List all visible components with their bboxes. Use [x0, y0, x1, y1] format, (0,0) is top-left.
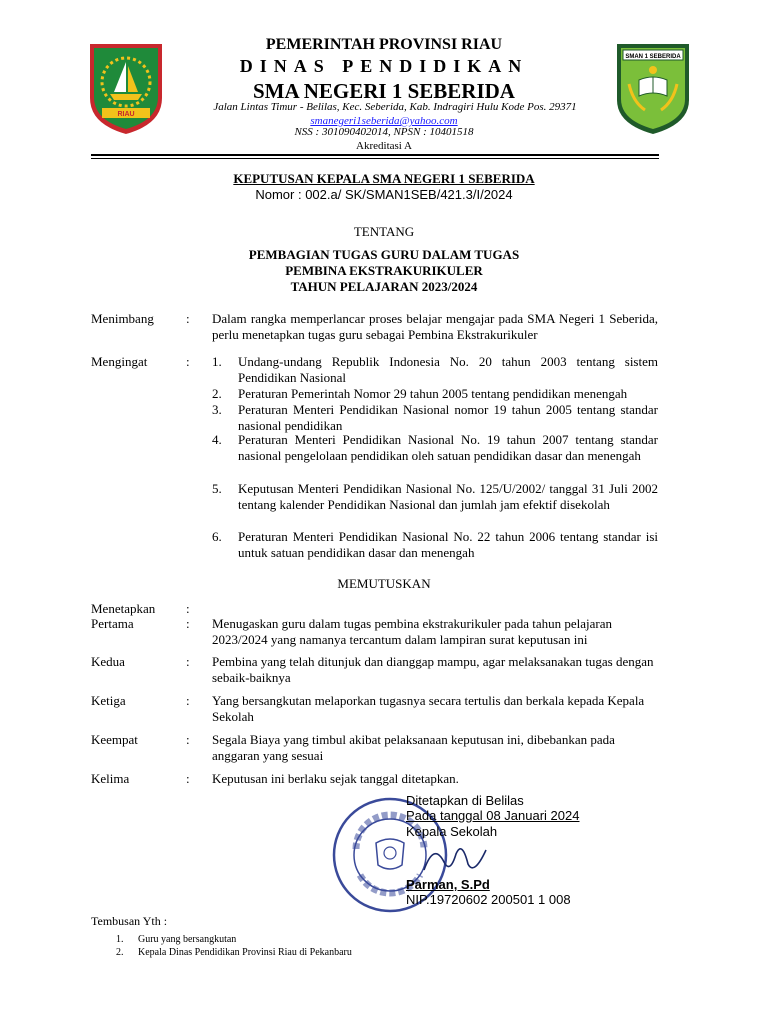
decision-text: Segala Biaya yang timbul akibat pelaksanaan keputusan ini, dibebankan pada anggaran yang sesuai	[212, 732, 615, 763]
mengingat-item-text: Keputusan Menteri Pendidikan Nasional No. 125/U/2002/ tanggal 31 Juli 2002 tentang kalender Pendidikan Nasional dan jumlah jam efektif disekolah	[238, 481, 658, 512]
menimbang-colon: :	[186, 311, 190, 326]
menimbang-label: Menimbang	[91, 311, 154, 326]
mengingat-colon: :	[186, 354, 190, 369]
decree-about: TENTANG	[353, 224, 415, 239]
signatory-nip: NIP.19720602 200501 1 008	[406, 892, 571, 907]
decision-label-ketiga: Ketiga	[91, 693, 126, 708]
subject-line: PEMBINA EKSTRAKURIKULER	[285, 263, 483, 278]
accreditation: Akreditasi A	[356, 140, 412, 152]
cc-item-number: 1.	[116, 934, 124, 945]
cc-item-number: 2.	[116, 947, 124, 958]
decision-text: Keputusan ini berlaku sejak tanggal ditetapkan.	[212, 771, 459, 786]
mengingat-item-text: Undang-undang Republik Indonesia No. 20 tahun 2003 tentang sistem Pendidikan Nasional	[238, 354, 658, 385]
decree-number: Nomor : 002.a/ SK/SMAN1SEB/421.3/I/2024	[255, 187, 513, 202]
decision-label-keempat: Keempat	[91, 732, 138, 747]
menimbang-text: Dalam rangka memperlancar proses belajar mengajar pada SMA Negeri 1 Seberida, perlu menetapkan tugas guru sebagai Pembina Ekstrakurikuler	[212, 311, 658, 342]
mengingat-label: Mengingat	[91, 354, 148, 369]
handwritten-signature	[420, 836, 490, 880]
mengingat-item-text: Peraturan Menteri Pendidikan Nasional nomor 19 tahun 2005 tentang standar nasional pendidikan	[238, 402, 658, 433]
cc-title: Tembusan Yth :	[91, 914, 168, 928]
decision-colon: :	[186, 616, 190, 631]
cc-item-text: Kepala Dinas Pendidikan Provinsi Riau di Pekanbaru	[138, 947, 352, 958]
riau-emblem-lettering: RIAU	[117, 111, 135, 118]
decree-subject	[0, 247, 768, 295]
signatory-name: Parman, S.Pd	[406, 877, 490, 892]
letterhead-divider	[91, 154, 659, 156]
agency-heading: DINAS PENDIDIKAN	[239, 56, 529, 76]
memutuskan-heading: MEMUTUSKAN	[337, 576, 431, 591]
government-heading: PEMERINTAH PROVINSI RIAU	[265, 36, 503, 53]
mengingat-item-number: 5.	[212, 481, 222, 496]
mengingat-item-text: Peraturan Menteri Pendidikan Nasional No. 19 tahun 2007 tentang standar nasional pengelolaan pendidikan oleh satuan pendidikan dasar dan menengah	[238, 432, 658, 463]
decision-colon: :	[186, 693, 190, 708]
signature-date: Pada tanggal 08 Januari 2024	[406, 808, 580, 823]
decision-text: Pembina yang telah ditunjuk dan dianggap mampu, agar melaksanakan tugas dengan sebaik-baiknya	[212, 654, 654, 685]
decision-colon: :	[186, 654, 190, 669]
decision-colon: :	[186, 771, 190, 786]
cc-item-text: Guru yang bersangkutan	[138, 934, 237, 945]
decree-title: KEPUTUSAN KEPALA SMA NEGERI 1 SEBERIDA	[233, 171, 535, 186]
decision-label-pertama: Pertama	[91, 616, 134, 631]
mengingat-item-text: Peraturan Pemerintah Nomor 29 tahun 2005 tentang pendidikan menengah	[238, 386, 628, 401]
school-heading: SMA NEGERI 1 SEBERIDA	[253, 79, 515, 103]
subject-line: PEMBAGIAN TUGAS GURU DALAM TUGAS	[248, 247, 520, 262]
signature-position: Kepala Sekolah	[406, 824, 498, 839]
decision-text: Menugaskan guru dalam tugas pembina ekstrakurikuler pada tahun pelajaran 2023/2024 yang namanya tercantum dalam lampiran surat keputusan ini	[212, 616, 612, 647]
decision-label-kedua: Kedua	[91, 654, 125, 669]
menetapkan-label: Menetapkan	[91, 601, 156, 616]
decision-label-kelima: Kelima	[91, 771, 130, 786]
mengingat-item-text: Peraturan Menteri Pendidikan Nasional No. 22 tahun 2006 tentang standar isi untuk satuan pendidikan dasar dan menengah	[238, 529, 658, 560]
decision-colon: :	[186, 732, 190, 747]
signature-place: Ditetapkan di Belilas	[406, 793, 524, 808]
subject-line: TAHUN PELAJARAN 2023/2024	[290, 279, 478, 294]
decision-text: Yang bersangkutan melaporkan tugasnya secara tertulis dan berkala kepada Kepala Sekolah	[212, 693, 645, 724]
mengingat-item-number: 4.	[212, 432, 222, 447]
school-ids: NSS : 301090402014, NPSN : 10401518	[294, 126, 474, 138]
school-address: Jalan Lintas Timur - Belilas, Kec. Seberida, Kab. Indragiri Hulu Kode Pos. 29371	[213, 101, 577, 113]
school-emblem-lettering: SMAN 1 SEBERIDA	[625, 54, 681, 60]
mengingat-item-number: 1.	[212, 354, 222, 369]
mengingat-item-number: 2.	[212, 386, 222, 401]
school-email-link[interactable]: smanegeri1seberida@yahoo.com	[310, 115, 458, 127]
mengingat-item-number: 6.	[212, 529, 222, 544]
letterhead-divider-thin	[91, 158, 659, 159]
menetapkan-colon: :	[186, 601, 190, 616]
mengingat-item-number: 3.	[212, 402, 222, 417]
